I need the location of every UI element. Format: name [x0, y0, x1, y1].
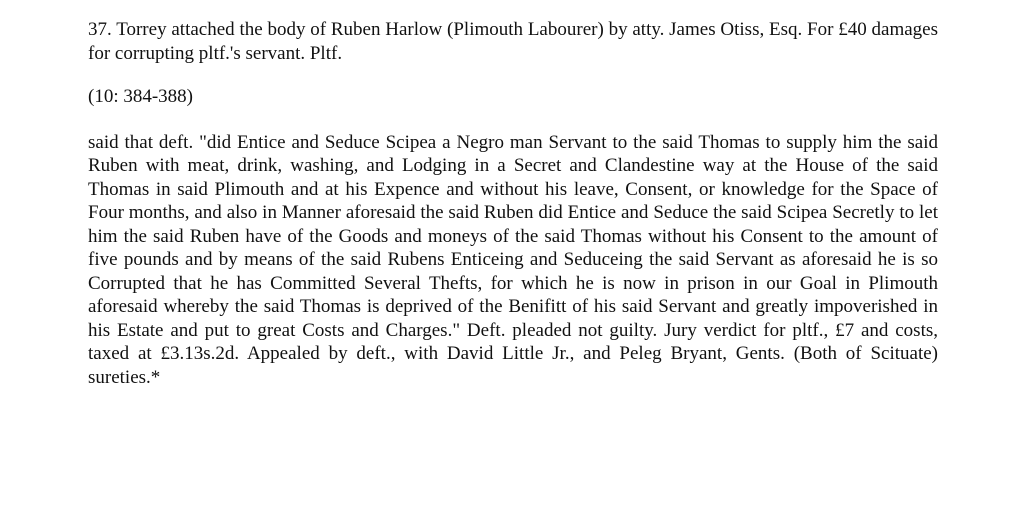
entry-heading: 37. Torrey attached the body of Ruben Harlow (Plimouth Labourer) by atty. James Otiss, Esq. For £40 damages for corrupting pltf.'s servant. Pltf.: [88, 19, 938, 64]
document-page: [88, 18, 938, 389]
entry-body: said that deft. "did Entice and Seduce Scipea a Negro man Servant to the said Thomas to supply him the said Ruben with meat, drink, washing, and Lodging in a Secret and Clandestine way at the House of the said Thomas in said Plimouth and at his Expence and without his leave, Consent, or knowledge for the Space of Four months, and also in Manner aforesaid the said Ruben did Entice and Seduce the said Scipea Secretly to let him the said Ruben have of the Goods and moneys of the said Thomas without his Consent to the amount of five pounds and by means of the said Rubens Enticeing and Seduceing the said Servant as aforesaid he is so Corrupted that he has Committed Several Thefts, for which he is now in prison in our Goal in Plimouth aforesaid whereby the said Thomas is deprived of the Benifitt of his said Servant and greatly impoverished in his Estate and put to great Costs and Charges." Deft. pleaded not guilty. Jury verdict for pltf., £7 and costs, taxed at £3.13s.2d. Appealed by deft., with David Little Jr., and Peleg Bryant, Gents. (Both of Scituate) sureties.*: [88, 131, 938, 388]
citation: (10: 384-388): [88, 86, 194, 107]
